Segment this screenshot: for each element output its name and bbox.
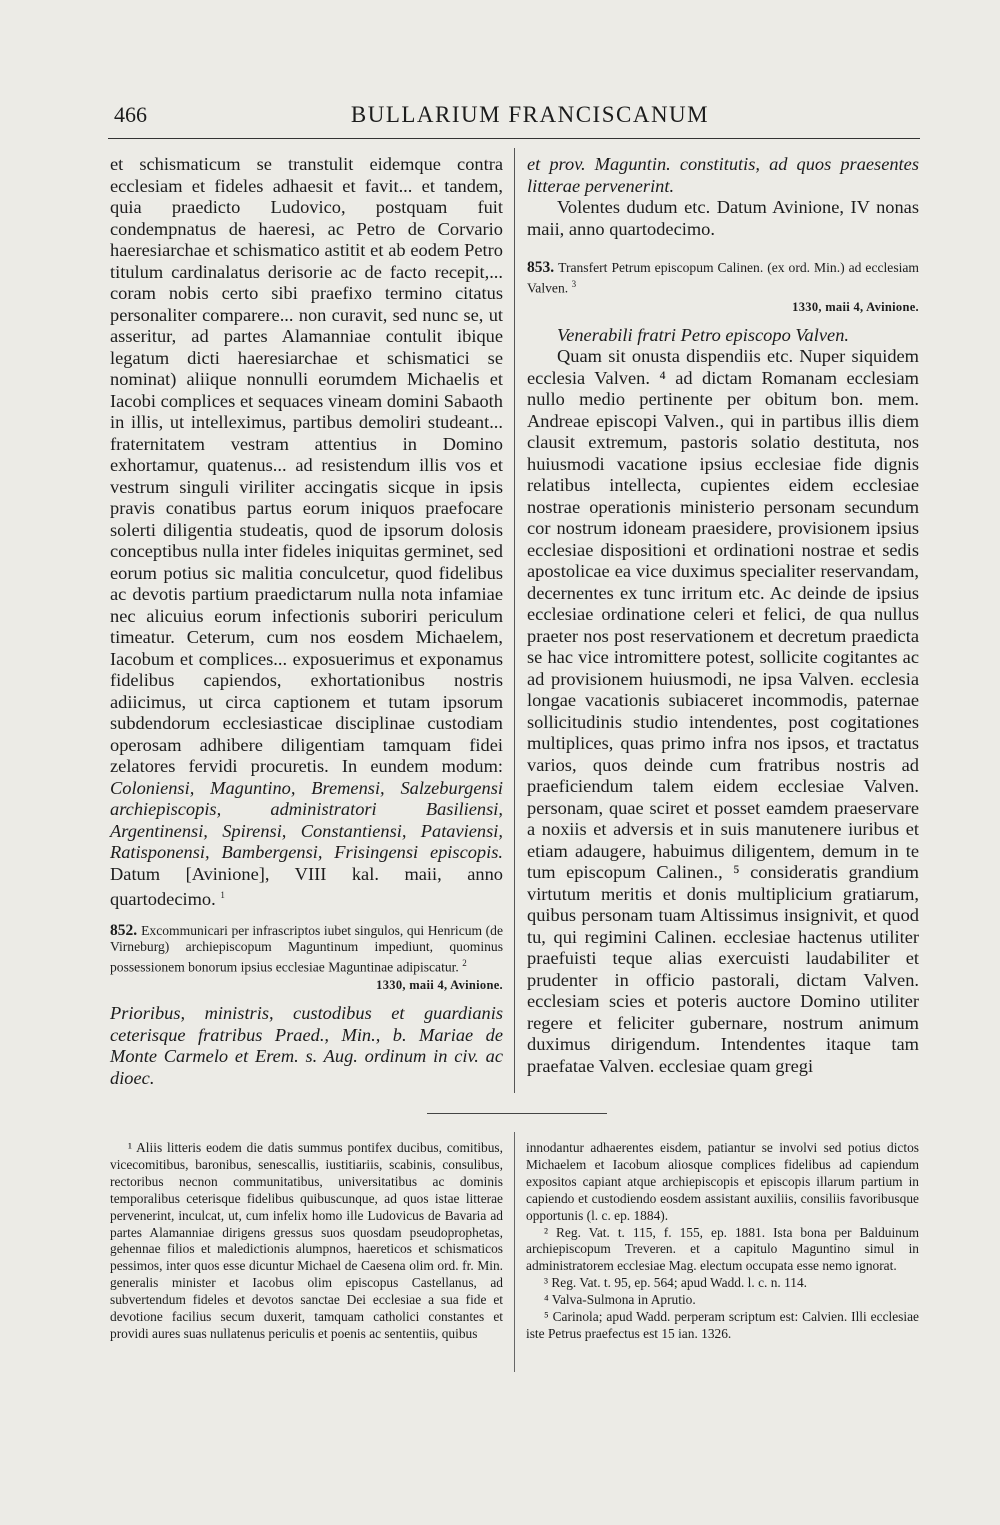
right-column <box>527 154 919 1077</box>
entry-852-date: 1330, maii 4, Avinione. <box>376 978 503 993</box>
footnote-1-continued: innodantur adhaerentes eisdem, patiantur se involvi sed potius dictos Michaelem et Iacobum aliosque complices fidelibus ad capiendum expositos capiant atque archiepiscopis et episcopis illarum partium in capiendo et custodiendo eosdem assistant auxiliis, consiliis favoribusque opportunis (l. c. ep. 1884). <box>526 1140 919 1223</box>
header-rule <box>108 138 920 139</box>
right-paragraph-2: Quam sit onusta dispendiis etc. Nuper siquidem ecclesia Valven. ⁴ ad dictam Romanam ecclesiam nullo medio pertinente per obitum bon. mem. Andreae episcopi Valven., qui in partibus illis diem clausit extremum, pastoris solatio destituta, nos huiusmodi vacatione ipsius ecclesiae fide dignis relatibus intellecta, cupientes eidem ecclesiae nostrae operationis ministerio personam secundum cor nostrum idoneam praesidere, provisionem ipsius ecclesiae dispositioni et ordinationi nostrae et sedis apostolicae ea vice duximus specialiter reservandam, decernentes ex tunc irritum etc. Ac deinde de ipsius ecclesiae ordinatione celeri et felici, de qua nullus praeter nos post reservationem et decretum praedicta se hac vice intromittere potest, sollicite cogitantes ac ad provisionem huiusmodi, ne ipsa Valven. ecclesia longae vacationis subiaceret incommodis, paternae sollicitudinis studio intendentes, post cogitationes multiplices, quas primo infra nos ipsos, et tractatus varios, quos deinde cum fratribus nostris ad praeficiendum talem eidem ecclesiae Valven. personam, quae sciret et posset eamdem praeservare a noxiis et adversis et in suis manutenere iuribus et etiam adaugere, habuimus diligentem, demum in te tum episcopum Calinen., ⁵ consideratis grandium virtutum meritis et donis multiplicium gratiarum, quibus personam tuam Altissimus insignivit, et quod tu, qui regimini Calinen. ecclesiae hactenus utiliter praefuisti teque alias exercuisti laudabiliter et prudenter in officio pastorali, dictam Valven. ecclesiam scies et poteris auctore Domino utiliter regere et feliciter gubernare, nostrum animum duximus dirigendum. Intendentes itaque tam praefatae Valven. ecclesiae quam gregi <box>527 346 919 1076</box>
footnote-1: ¹ Aliis litteris eodem die datis summus pontifex ducibus, comitibus, vicecomitibus, baronibus, senescallis, iustitiariis, scabinis, consulibus, rectoribus necnon communitatibus, universitatibus ac dominis temporalibus ceterisque fidelibus quibuscunque, ad quos istae litterae pervenerint, inculcat, ut, cum infelix homo ille Ludovicus de Bavaria ad partes Alamanniae dirigens gressus suos quosdam pseudoprophetas, gehennae filios et maledictionis alumpnos, haereticos et schismaticos pessimos, inter quos esse dicuntur Michael de Caesena olim ord. fr. Min. generalis minister et Iacobus olim episcopus Castellanus, ad subvertendum fideles et devotos sanctae Dei ecclesiae a sua fide et devotione facilius secum duxerit, tamquam catholici constantes et providi aures suas nullatenus periculis et poenis ac sententiis, quibus <box>110 1140 503 1341</box>
entry-852-address: Prioribus, ministris, custodibus et guardianis ceterisque fratribus Praed., Min., b. Mariae de Monte Carmelo et Erem. s. Aug. ordinum in civ. ac dioec. <box>110 1003 503 1088</box>
left-paragraph <box>110 154 503 911</box>
footnote-ref-2: 2 <box>462 957 467 968</box>
footnotes-left <box>110 1140 503 1343</box>
entry-852-summary <box>110 923 503 976</box>
footnotes-right <box>526 1140 919 1343</box>
column-divider <box>514 148 515 1093</box>
footnote-5: ⁵ Carinola; apud Wadd. perperam scriptum est: Calvien. Illi ecclesiae iste Petrus praefectus est 15 ian. 1326. <box>526 1309 919 1341</box>
address-continuation: et prov. Maguntin. constitutis, ad quos praesentes litterae pervenerint. <box>527 154 919 196</box>
footnote-ref-1: 1 <box>220 890 225 900</box>
page-number: 466 <box>114 102 147 127</box>
footnote-3: ³ Reg. Vat. t. 95, ep. 564; apud Wadd. l. c. n. 114. <box>544 1275 808 1291</box>
footnote-ref-3: 3 <box>571 279 577 289</box>
right-paragraph-1: Volentes dudum etc. Datum Avinione, IV nonas maii, anno quartodecimo. <box>527 197 919 239</box>
footnote-2: ² Reg. Vat. t. 115, f. 155, ep. 1881. Ista bona per Balduinum archiepiscopum Treveren. et a capitulo Maguntino simul in administratorem ecclesiae Mag. electum occupata esse nemo ignorat. <box>526 1224 919 1274</box>
page-header <box>110 100 920 136</box>
footnote-4: ⁴ Valva-Sulmona in Aprutio. <box>544 1292 696 1308</box>
entry-summary-text: Excommunicari per infrascriptos iubet singulos, qui Henricum (de Virneburg) archiepiscopum Maguntinum impediunt, quominus possessionem bonorum ipsius ecclesiae Maguntinae adipiscatur. <box>110 922 503 975</box>
entry-853-address: Venerabili fratri Petro episcopo Valven. <box>557 324 849 345</box>
entry-summary-text: Transfert Petrum episcopum Calinen. (ex ord. Min.) ad ecclesiam Valven. <box>527 260 919 296</box>
left-paragraph-text: et schismaticum se transtulit eidemque contra ecclesiam et fideles adhaesit et favit... et tandem, quia praedicto Ludovico, postquam fuit condempnatus de haeresi, ac Petro de Corvario haeresiarchae et schismatico astitit et ab eodem Petro titulum cardinalatus derisorie ac de facto recepit,... coram nobis certo sibi praefixo termino citatus personaliter comparere... non curavit, sed nunc se, ut asseritur, ad partes Alamanniae contulit ibique legatum dicti haeresiarchae et schismatici se nominat) aliique nonnulli eorumdem Michaelis et Iacobi complices et sequaces vineam domini Sabaoth in illis, ut intelleximus, partibus demoliri studeant... fraternitatem vestram attentius in Domino exhortamur, quatenus... ad resistendum illis vos et vestrum singuli viriliter accingatis sicque in ipsis pravis conatibus partus eorum iniquos praefocare solerti diligentia studeatis, quod de ipsorum dolosis conceptibus nulla inter fideles iniquitas germinet, sed eorum potius sic malitia conculcetur, quod fidelibus ac devotis partium praedictarum nulla nota infamiae nec alicuius eorum infectionis suboriri periculum timeatur. Ceterum, cum nos eosdem Michaelem, Iacobum et complices... exposuerimus et exponamus fidelibus capiendos, exhortationibus nostris adiicimus, ut circa captionem et tutam ipsorum subdendorum ecclesiasticae disciplinae custodiam operosam adhibere diligentiam tamquam fidei zelatores fervidi procuretis. In eundem modum: <box>110 154 503 776</box>
entry-number: 853. <box>527 259 555 276</box>
entry-853-date: 1330, maii 4, Avinione. <box>792 299 919 314</box>
addressees-list: Coloniensi, Maguntino, Bremensi, Salzeburgensi archiepiscopis, administratori Basiliensi, Argentinensi, Spirensi, Constantiensi, Pataviensi, Ratisponensi, Bambergensi, Frisingensi episcopis. <box>110 777 503 862</box>
running-title: BULLARIUM FRANCISCANUM <box>350 102 710 127</box>
entry-853-summary <box>527 260 919 297</box>
left-column <box>110 154 503 1089</box>
entry-number: 852. <box>110 921 138 939</box>
footnote-rule <box>427 1113 607 1114</box>
footnote-column-divider <box>514 1132 515 1372</box>
dating-clause: Datum [Avinione], VIII kal. maii, anno quartodecimo. <box>110 863 503 910</box>
